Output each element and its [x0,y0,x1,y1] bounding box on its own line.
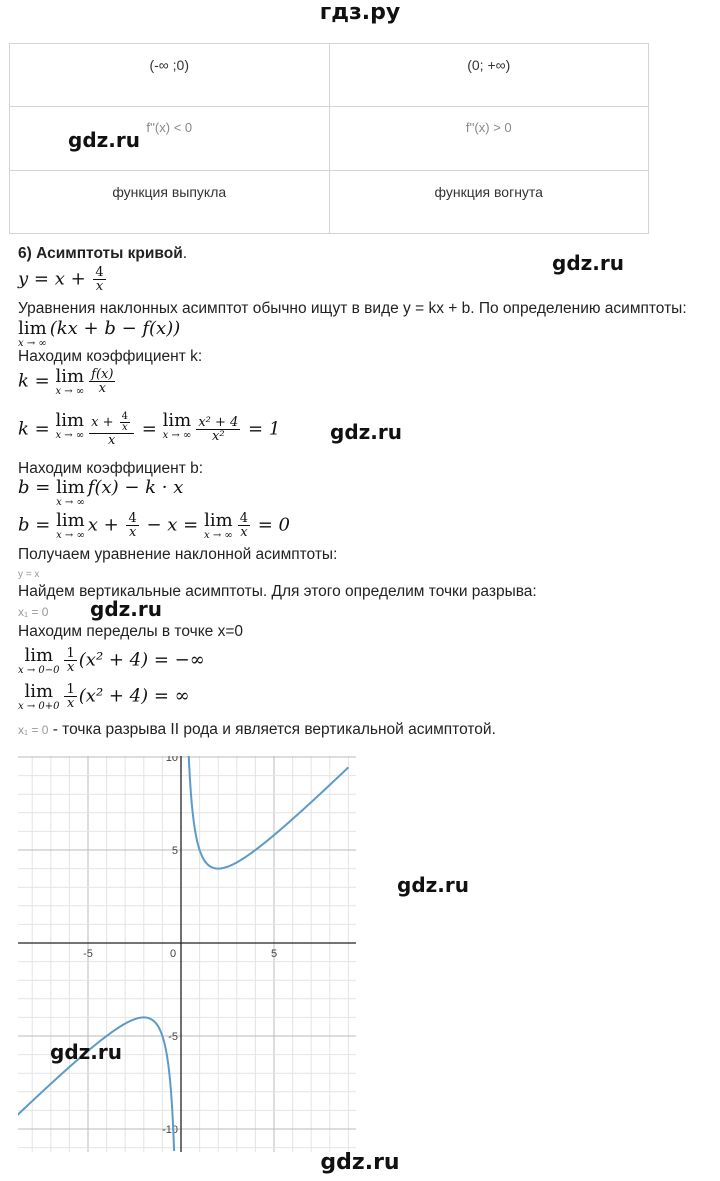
fraction [196,416,240,443]
small-formula: y = x [18,569,40,580]
k-formula-1 [18,368,117,397]
table-cell: f''(x) < 0 [10,107,330,171]
lim-sub: x → ∞ [55,386,85,397]
curve-branch-right [188,756,349,869]
formula-part: x + [87,514,119,536]
lim-sub: x → ∞ [162,430,192,441]
formula-part: x + [91,415,114,430]
text-line: Находим коэффициент k: [18,348,203,365]
text-line: Находим переделы в точке x=0 [18,623,244,640]
curve-branch-left [18,1017,174,1151]
numerator: 1 [66,682,75,697]
watermark: gdz.ru [90,597,162,621]
text-line: Находим коэффициент b: [18,460,204,477]
denominator: x [98,381,106,396]
lim-sub: x → 0−0 [18,665,60,676]
function-graph [18,756,356,1152]
footer-watermark: gdz.ru [320,1150,400,1175]
text-line-part: - точка разрыва II рода и является вертикальной асимптотой. [48,721,496,738]
lim-word: lim [55,366,85,387]
formula-part: b = [18,477,51,498]
function-formula [18,266,108,293]
y-tick-label: 5 [171,845,178,857]
limit [56,479,85,508]
graph-svg [18,756,356,1152]
lim-word: lim [24,645,54,666]
lim-word: lim [56,510,85,531]
denominator: x [95,279,104,294]
numerator: f(x) [91,367,114,382]
numerator: 1 [66,646,75,661]
watermark: gdz.ru [50,1040,122,1064]
limit [55,368,84,397]
formula-part: = 0 [257,514,290,536]
table-row [10,171,649,234]
y-tick-label: 10 [165,756,178,764]
watermark: gdz.ru [330,420,402,444]
y-tick-label: -10 [162,1124,178,1136]
fraction [93,266,105,293]
x-tick-label: 5 [270,948,278,960]
table-cell: функция вогнута [329,171,649,234]
fraction [120,412,130,433]
limit-left-formula [18,647,205,676]
site-title[interactable]: гдз.ру [319,0,401,25]
fraction [126,512,138,539]
section-title [18,245,187,263]
lim-word: lim [24,681,54,702]
lim-sub: x → ∞ [56,530,85,541]
fraction [64,683,76,710]
fraction [89,368,115,395]
lim-sub: x → ∞ [55,430,85,441]
section-title-text: 6) Асимптоты кривой [18,245,183,262]
watermark: gdz.ru [397,873,469,897]
denominator: x [107,433,116,448]
lim-sub: x → ∞ [204,530,233,541]
denominator: x² [212,429,225,444]
denominator: x [122,422,128,433]
text-line: Уравнения наклонных асимптот обычно ищут в виде y = kx + b. По определению асимптоты: [18,300,687,317]
table-cell: (0; +∞) [329,44,649,107]
limit [55,412,84,441]
limit [18,320,47,349]
formula-part: (x² + 4) = −∞ [78,649,205,671]
denominator: x [66,660,75,675]
limit [18,647,59,676]
small-formula: x₁ = 0 [18,723,49,737]
formula-part: − x = [146,514,199,536]
denominator: x [240,525,248,540]
numerator: 4 [95,265,104,280]
text-line [18,721,496,739]
lim-word: lim [55,410,85,431]
fraction [64,647,76,674]
text-line: Найдем вертикальные асимптоты. Для этого определим точки разрыва: [18,583,537,600]
x-tick-label: -5 [83,948,93,960]
table-row [10,44,649,107]
y-tick-label: -5 [168,1031,178,1043]
b-formula-1 [18,479,183,508]
table-cell: функция выпукла [10,171,330,234]
small-formula: x₁ = 0 [18,605,49,619]
lim-sub: x → 0+0 [18,701,60,712]
section-title-dot: . [182,245,188,262]
numerator: 4 [121,411,129,422]
limit-formula [18,320,180,349]
denominator: x [128,525,137,540]
lim-sub: x → ∞ [18,338,47,349]
formula-part: = 1 [248,418,281,440]
table-cell: (-∞ ;0) [10,44,330,107]
fraction [89,412,134,447]
formula-part: y = x + [18,268,86,290]
formula-part: (kx + b − f(x)) [49,318,181,339]
watermark: gdz.ru [552,251,624,275]
fraction [238,512,250,539]
b-formula-2 [18,512,290,541]
formula-part: k = [18,370,50,392]
text-line: Получаем уравнение наклонной асимптоты: [18,546,338,563]
k-formula-2 [18,412,280,447]
limit [204,512,233,541]
formula-part: f(x) − k · x [87,477,184,498]
numerator: 4 [128,511,137,526]
watermark: gdz.ru [68,128,140,152]
lim-word: lim [162,410,192,431]
lim-word: lim [56,477,85,498]
lim-word: lim [18,318,47,339]
x-tick-label: 0 [169,948,177,960]
formula-part: k = [18,418,50,440]
numerator: 4 [239,511,248,526]
table-cell: f''(x) > 0 [329,107,649,171]
denominator: x [66,696,75,711]
limit [18,683,59,712]
limit [56,512,85,541]
formula-part: = [141,418,157,440]
formula-part: (x² + 4) = ∞ [78,685,190,707]
formula-part: b = [18,514,51,536]
limit [163,412,192,441]
limit-right-formula [18,683,190,712]
lim-word: lim [204,510,233,531]
numerator: x² + 4 [198,415,239,430]
numerator [89,412,134,434]
lim-sub: x → ∞ [56,497,85,508]
